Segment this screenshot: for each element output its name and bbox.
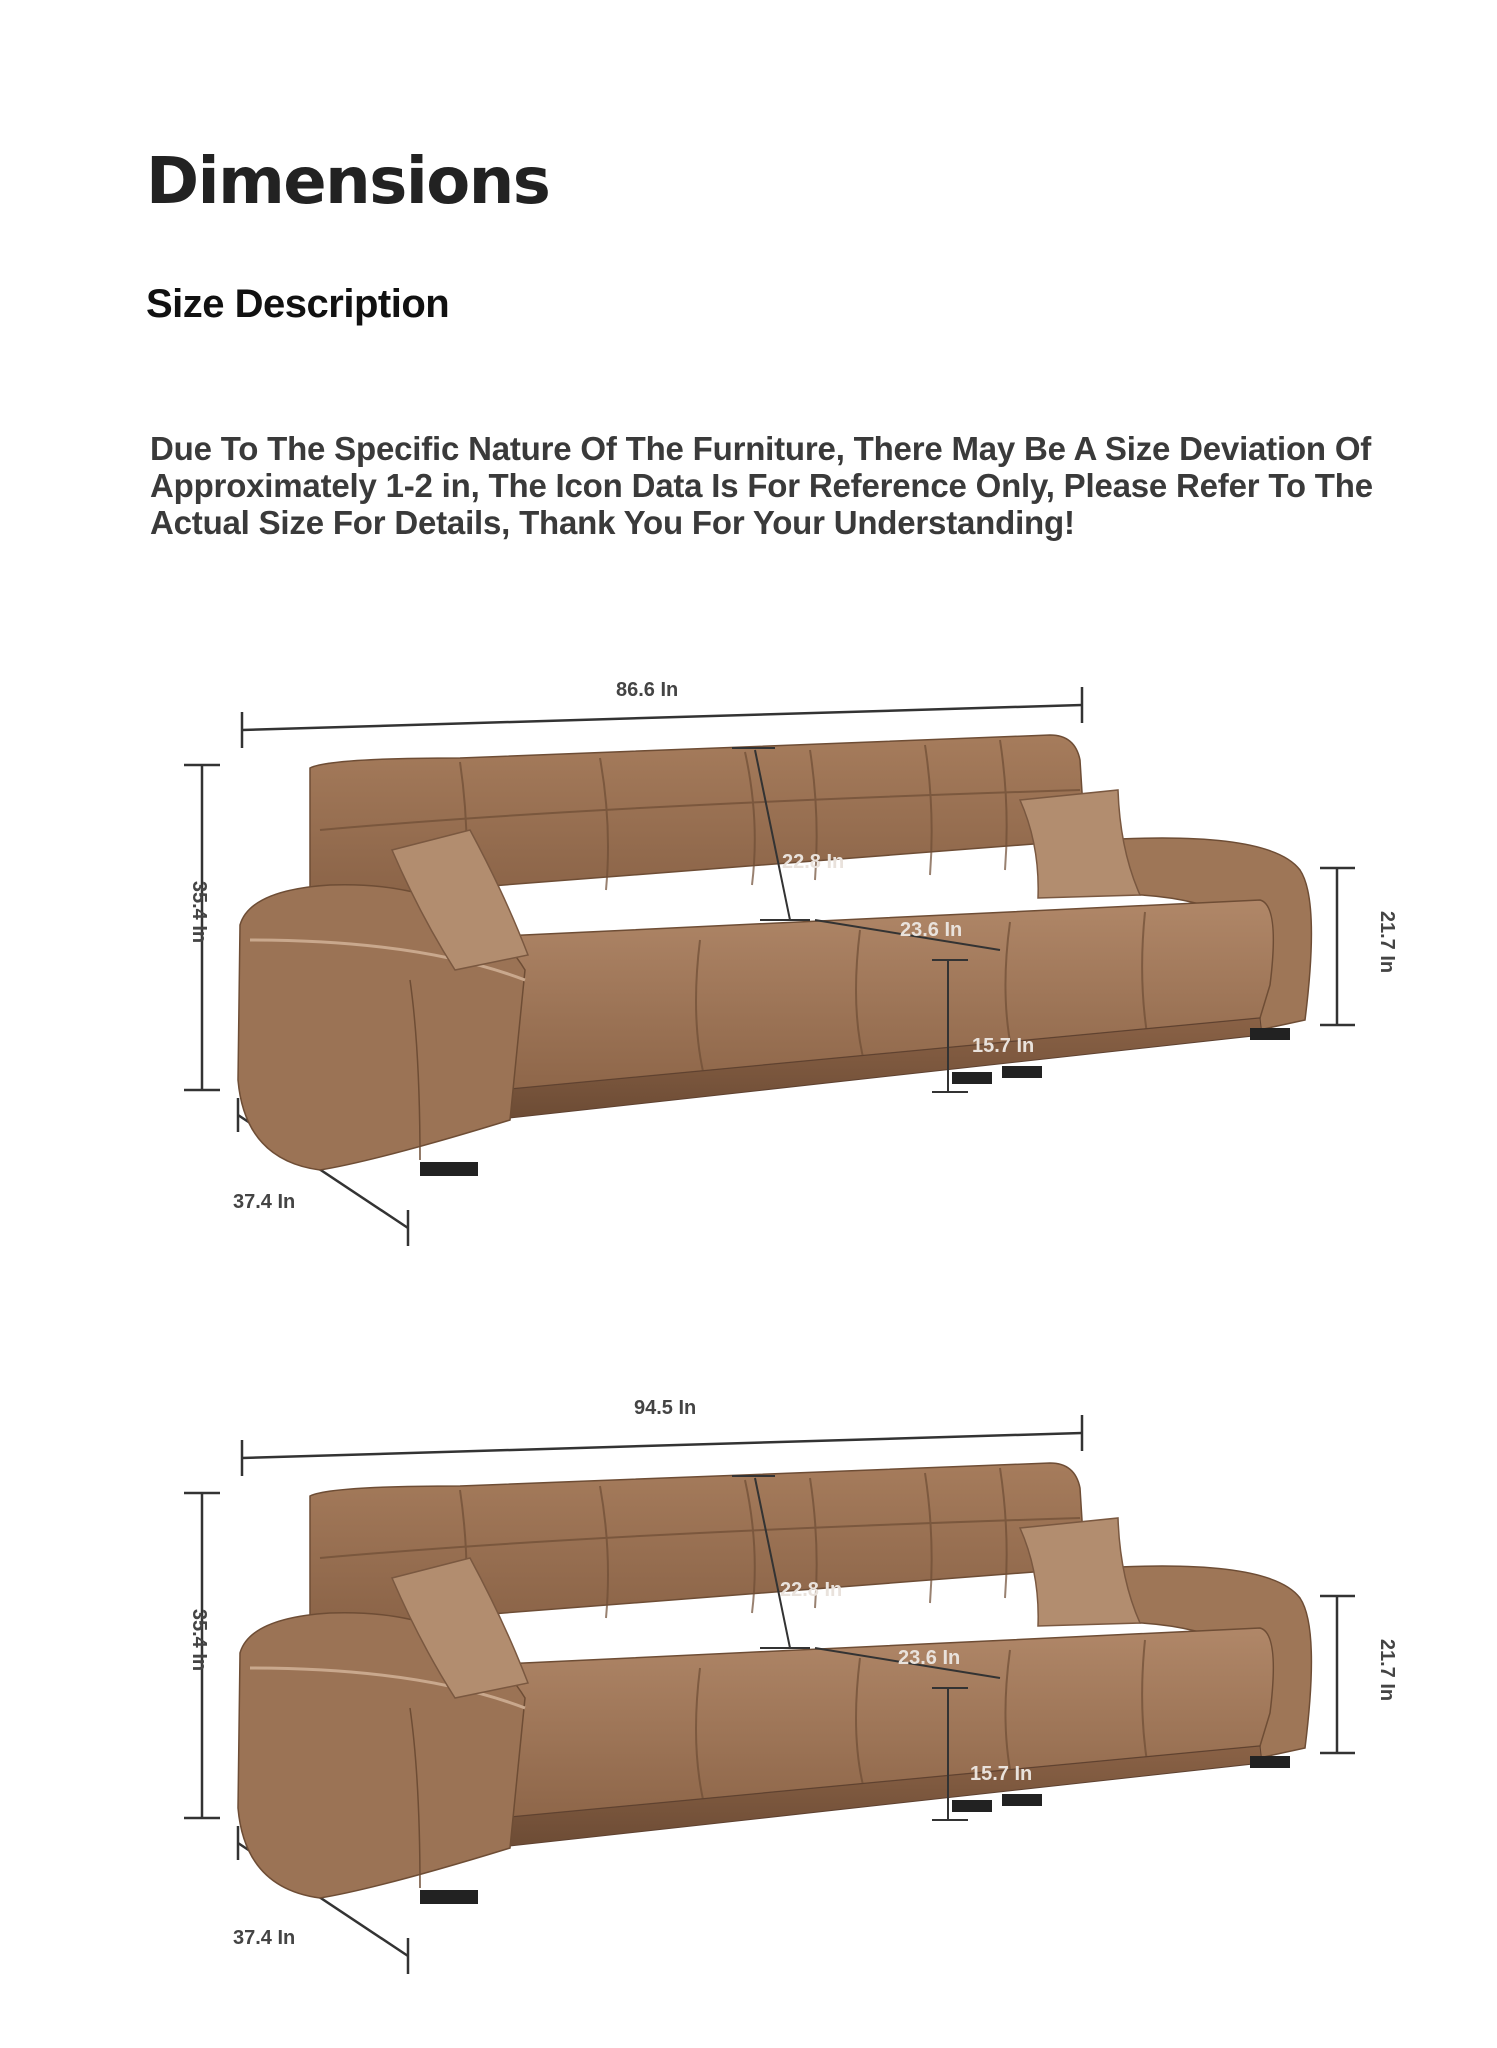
sofa-dimension-figure-2 [0,1368,1497,1988]
back-height-label: 22.8 In [782,851,845,873]
depth-label: 37.4 In [233,1191,296,1213]
sofa-dimension-figure-1 [0,640,1497,1260]
seat-depth-label: 23.6 In [900,919,963,941]
back-height-label: 22.8 In [780,1579,843,1601]
seat-depth-label: 23.6 In [898,1647,961,1669]
seat-height-label: 15.7 In [972,1035,1035,1057]
size-deviation-notice: Due To The Specific Nature Of The Furniture, There May Be A Size Deviation Of Approximately 1-2 in, The Icon Data Is For Reference Only, Please Refer To The Actual Size For Details, Thank You For Your Understanding! [150,430,1373,541]
sofa-illustration-1 [0,640,1497,1260]
arm-height-dimension-line [1320,1596,1355,1753]
section-subtitle: Size Description [146,282,450,326]
sofa-illustration-2 [0,1368,1497,1988]
width-label: 94.5 In [634,1397,697,1419]
height-label: 35.4 In [188,880,211,944]
height-label: 35.4 In [188,1608,211,1672]
arm-height-label: 21.7 In [1376,910,1399,974]
page-title: Dimensions [146,145,550,219]
arm-height-label: 21.7 In [1376,1638,1399,1702]
seat-height-label: 15.7 In [970,1763,1033,1785]
depth-label: 37.4 In [233,1927,296,1949]
width-label: 86.6 In [616,679,679,701]
arm-height-dimension-line [1320,868,1355,1025]
